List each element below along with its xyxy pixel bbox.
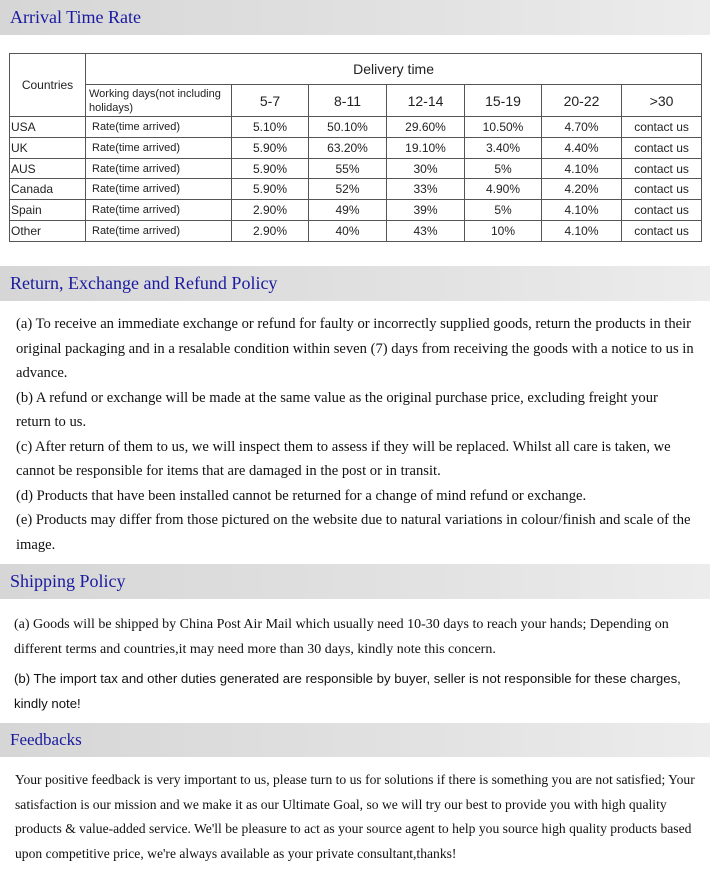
table-row xyxy=(10,137,702,158)
rate-value-cell: 39% xyxy=(387,200,465,221)
return-policy-item: (b) A refund or exchange will be made at the same value as the original purchase price, excluding freight your return to us. xyxy=(16,389,658,430)
rate-value-cell: 3.40% xyxy=(465,137,542,158)
rate-value-cell: 4.40% xyxy=(542,137,622,158)
table-row xyxy=(10,179,702,200)
return-policy-item: (c) After return of them to us, we will inspect them to assess if they will be replaced. Whilst all care is taken, we cannot be responsible for items that are damaged in the post or in transit. xyxy=(16,438,671,479)
rate-value-cell: 2.90% xyxy=(232,200,309,221)
rate-value-cell: contact us xyxy=(622,158,702,179)
country-cell: USA xyxy=(10,117,86,138)
rate-label-cell: Rate(time arrived) xyxy=(86,179,232,200)
rate-value-cell: 43% xyxy=(387,221,465,242)
rate-value-cell: 40% xyxy=(309,221,387,242)
rate-value-cell: 49% xyxy=(309,200,387,221)
feedbacks-body: Your positive feedback is very important to us, please turn to us for solutions if there is something you are not satisfied; Your satisfaction is our mission and we make it as our Ultimate Goal, so we will try our best to provide you with high quality products & value-added service. We'll be pleasure to act as your source agent to help you source high quality products based upon competitive price, we're always available as your private consultant,thanks! xyxy=(15,772,695,861)
return-policy-header xyxy=(0,266,710,301)
rate-value-cell: 63.20% xyxy=(309,137,387,158)
working-days-header: Working days(not including holidays) xyxy=(86,85,232,117)
rate-value-cell: 4.90% xyxy=(465,179,542,200)
rate-value-cell: 5% xyxy=(465,200,542,221)
rate-value-cell: 4.10% xyxy=(542,200,622,221)
rate-value-cell: 50.10% xyxy=(309,117,387,138)
country-cell: AUS xyxy=(10,158,86,179)
rate-value-cell: 5.90% xyxy=(232,137,309,158)
rate-value-cell: 10% xyxy=(465,221,542,242)
delivery-time-header: Delivery time xyxy=(86,54,702,85)
rate-value-cell: 4.20% xyxy=(542,179,622,200)
arrival-time-rate-header xyxy=(0,0,710,35)
return-policy-item: (d) Products that have been installed cannot be returned for a change of mind refund or exchange. xyxy=(16,487,587,504)
rate-value-cell: 4.70% xyxy=(542,117,622,138)
return-policy-item: (a) To receive an immediate exchange or refund for faulty or incorrectly supplied goods, return the products in their original packaging and in a resalable condition within seven (7) days from receiving the goods with a notice to us in advance. xyxy=(16,316,694,381)
shipping-policy-item-b: (b) The import tax and other duties generated are responsible by buyer, seller is not responsible for these charges, kindly note! xyxy=(14,671,681,711)
rate-value-cell: 2.90% xyxy=(232,221,309,242)
range-header: 15-19 xyxy=(465,85,542,117)
range-header: 5-7 xyxy=(232,85,309,117)
rate-value-cell: 29.60% xyxy=(387,117,465,138)
rate-value-cell: 5% xyxy=(465,158,542,179)
rate-value-cell: 10.50% xyxy=(465,117,542,138)
feedbacks-header xyxy=(0,723,710,757)
country-cell: Other xyxy=(10,221,86,242)
return-policy-item: (e) Products may differ from those pictured on the website due to natural variations in colour/finish and scale of the image. xyxy=(16,512,691,553)
table-row xyxy=(10,200,702,221)
rate-value-cell: contact us xyxy=(622,200,702,221)
feedbacks-title: Feedbacks xyxy=(10,730,82,749)
return-policy-body xyxy=(16,312,696,557)
rate-value-cell: contact us xyxy=(622,221,702,242)
rate-value-cell: 55% xyxy=(309,158,387,179)
shipping-policy-item-a: (a) Goods will be shipped by China Post Air Mail which usually need 10-30 days to reach your hands; Depending on different terms and countries,it may need more than 30 days, kindly note this concern. xyxy=(14,617,669,657)
range-header: 20-22 xyxy=(542,85,622,117)
arrival-time-rate-title: Arrival Time Rate xyxy=(10,7,141,27)
rate-value-cell: 19.10% xyxy=(387,137,465,158)
rate-label-cell: Rate(time arrived) xyxy=(86,158,232,179)
country-cell: Canada xyxy=(10,179,86,200)
rate-value-cell: 30% xyxy=(387,158,465,179)
rate-value-cell: 52% xyxy=(309,179,387,200)
shipping-policy-title: Shipping Policy xyxy=(10,571,126,591)
rate-value-cell: 5.10% xyxy=(232,117,309,138)
rate-value-cell: 5.90% xyxy=(232,158,309,179)
range-header: 8-11 xyxy=(309,85,387,117)
rate-value-cell: contact us xyxy=(622,137,702,158)
rate-label-cell: Rate(time arrived) xyxy=(86,221,232,242)
table-row xyxy=(10,117,702,138)
rate-value-cell: 33% xyxy=(387,179,465,200)
range-header: >30 xyxy=(622,85,702,117)
return-policy-title: Return, Exchange and Refund Policy xyxy=(10,273,278,293)
table-row xyxy=(10,158,702,179)
rate-value-cell: contact us xyxy=(622,117,702,138)
countries-column-header: Countries xyxy=(10,54,86,117)
rate-label-cell: Rate(time arrived) xyxy=(86,117,232,138)
table-row xyxy=(10,221,702,242)
rate-value-cell: 5.90% xyxy=(232,179,309,200)
rate-label-cell: Rate(time arrived) xyxy=(86,137,232,158)
arrival-rate-table xyxy=(9,53,702,242)
rate-label-cell: Rate(time arrived) xyxy=(86,200,232,221)
rate-value-cell: 4.10% xyxy=(542,158,622,179)
range-header: 12-14 xyxy=(387,85,465,117)
country-cell: UK xyxy=(10,137,86,158)
rate-value-cell: contact us xyxy=(622,179,702,200)
country-cell: Spain xyxy=(10,200,86,221)
rate-value-cell: 4.10% xyxy=(542,221,622,242)
shipping-policy-header xyxy=(0,564,710,599)
